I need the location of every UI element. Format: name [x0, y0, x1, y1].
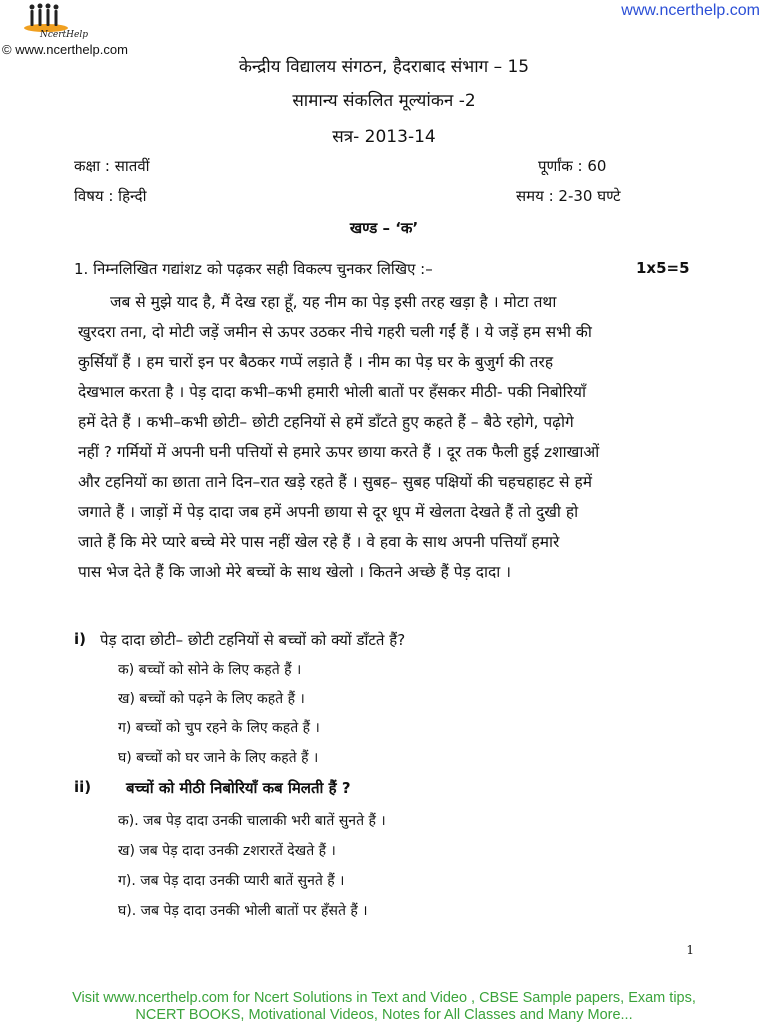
footer-line-1[interactable]: Visit www.ncerthelp.com for Ncert Solutions in Text and Video , CBSE Sample papers, Exam tips,: [72, 990, 696, 1006]
passage-line: देखभाल करता है । पेड़ दादा कभी–कभी हमारी भोली बातों पर हँसकर मीठी- पकी निबोरियाँ: [78, 383, 587, 401]
passage-line: जगाते हैं । जाड़ों में पेड़ दादा जब हमें अपनी छाया से दूर धूप में खेलता देखते हैं तो दुखी हो: [78, 503, 579, 521]
passage-line: जाते हैं कि मेरे प्यारे बच्चे मेरे पास नहीं खेल रहे हैं । वे हवा के साथ अपनी पत्तियाँ हमारे: [78, 533, 560, 551]
footer-promo: [0, 990, 768, 1024]
section-heading: खण्ड – ‘क’: [349, 219, 419, 237]
option-ii-kha: ख) जब पेड़ दादा उनकी zशरारतें देखते हैं ।: [118, 843, 336, 859]
passage-line: नहीं ? गर्मियों में अपनी घनी पत्तियों से हमारे ऊपर छाया करते हैं । दूर तक फैली हुई zशाखाओं: [78, 443, 600, 461]
passage: [78, 287, 718, 587]
session-title: सत्र- 2013-14: [332, 127, 436, 147]
sub-question-ii-text: बच्चों को मीठी निबोरियाँ कब मिलती हैं ?: [126, 779, 351, 797]
option-ii-ka: क). जब पेड़ दादा उनकी चालाकी भरी बातें सुनते हैं ।: [118, 813, 386, 829]
option-ii-ga: ग). जब पेड़ दादा उनकी प्यारी बातें सुनते हैं ।: [118, 873, 345, 889]
question-1-instruction: 1. निम्नलिखित गद्यांशz को पढ़कर सही विकल्प चुनकर लिखिए :–: [74, 260, 433, 278]
passage-line: जब से मुझे याद है, मैं देख रहा हूँ, यह नीम का पेड़ इसी तरह खड़ा है । मोटा तथा: [110, 293, 557, 311]
option-ii-gha: घ). जब पेड़ दादा उनकी भोली बातों पर हँसते हैं ।: [118, 903, 368, 919]
passage-line: हमें देते हैं । कभी–कभी छोटी– छोटी टहनियों से हमें डाँटते हुए कहते हैं – बैठे रहोगे, पढ़ोगे: [78, 413, 574, 431]
people-group-icon: [22, 2, 70, 32]
option-i-gha: घ) बच्चों को घर जाने के लिए कहते हैं ।: [118, 750, 319, 766]
logo-text: NcertHelp: [40, 30, 88, 40]
option-i-kha: ख) बच्चों को पढ़ने के लिए कहते हैं ।: [118, 691, 305, 707]
sub-question-i-number: i): [74, 630, 86, 648]
class-label: कक्षा : सातवीं: [74, 157, 150, 175]
footer-line-2[interactable]: NCERT BOOKS, Motivational Videos, Notes for All Classes and Many More...: [135, 1007, 633, 1023]
time-label: समय : 2-30 घण्टे: [516, 187, 621, 205]
logo-url: © www.ncerthelp.com: [2, 42, 128, 57]
sub-question-ii-number: ii): [74, 778, 92, 796]
sub-question-i-text: पेड़ दादा छोटी– छोटी टहनियों से बच्चों को क्यों डाँटते हैं?: [100, 631, 406, 649]
option-i-ka: क) बच्चों को सोने के लिए कहते हैं ।: [118, 662, 302, 678]
site-url-link[interactable]: www.ncerthelp.com: [621, 2, 760, 19]
passage-line: और टहनियों का छाता ताने दिन–रात खड़े रहते हैं । सुबह– सुबह पक्षियों की चहचहाहट से हमें: [78, 473, 592, 491]
passage-line: कुर्सियाँ हैं । हम चारों इन पर बैठकर गप्पें लड़ाते हैं । नीम का पेड़ घर के बुजुर्ग की तरह: [78, 353, 554, 371]
marks-label: पूर्णांक : 60: [538, 157, 607, 175]
passage-line: खुरदरा तना, दो मोटी जड़ें जमीन से ऊपर उठकर नीचे गहरी चली गईं हैं । ये जड़ें हम सभी की: [78, 323, 592, 341]
page-number: 1: [686, 943, 694, 957]
option-i-ga: ग) बच्चों को चुप रहने के लिए कहते हैं ।: [118, 720, 320, 736]
subject-label: विषय : हिन्दी: [74, 187, 147, 205]
school-title: केन्द्रीय विद्यालय संगठन, हैदराबाद संभाग – 15: [238, 57, 530, 77]
passage-line: पास भेज देते हैं कि जाओ मेरे बच्चों के साथ खेलो । कितने अच्छे हैं पेड़ दादा ।: [78, 563, 512, 581]
exam-title: सामान्य संकलित मूल्यांकन -2: [292, 91, 476, 111]
question-1-marks: 1x5=5: [636, 259, 690, 277]
